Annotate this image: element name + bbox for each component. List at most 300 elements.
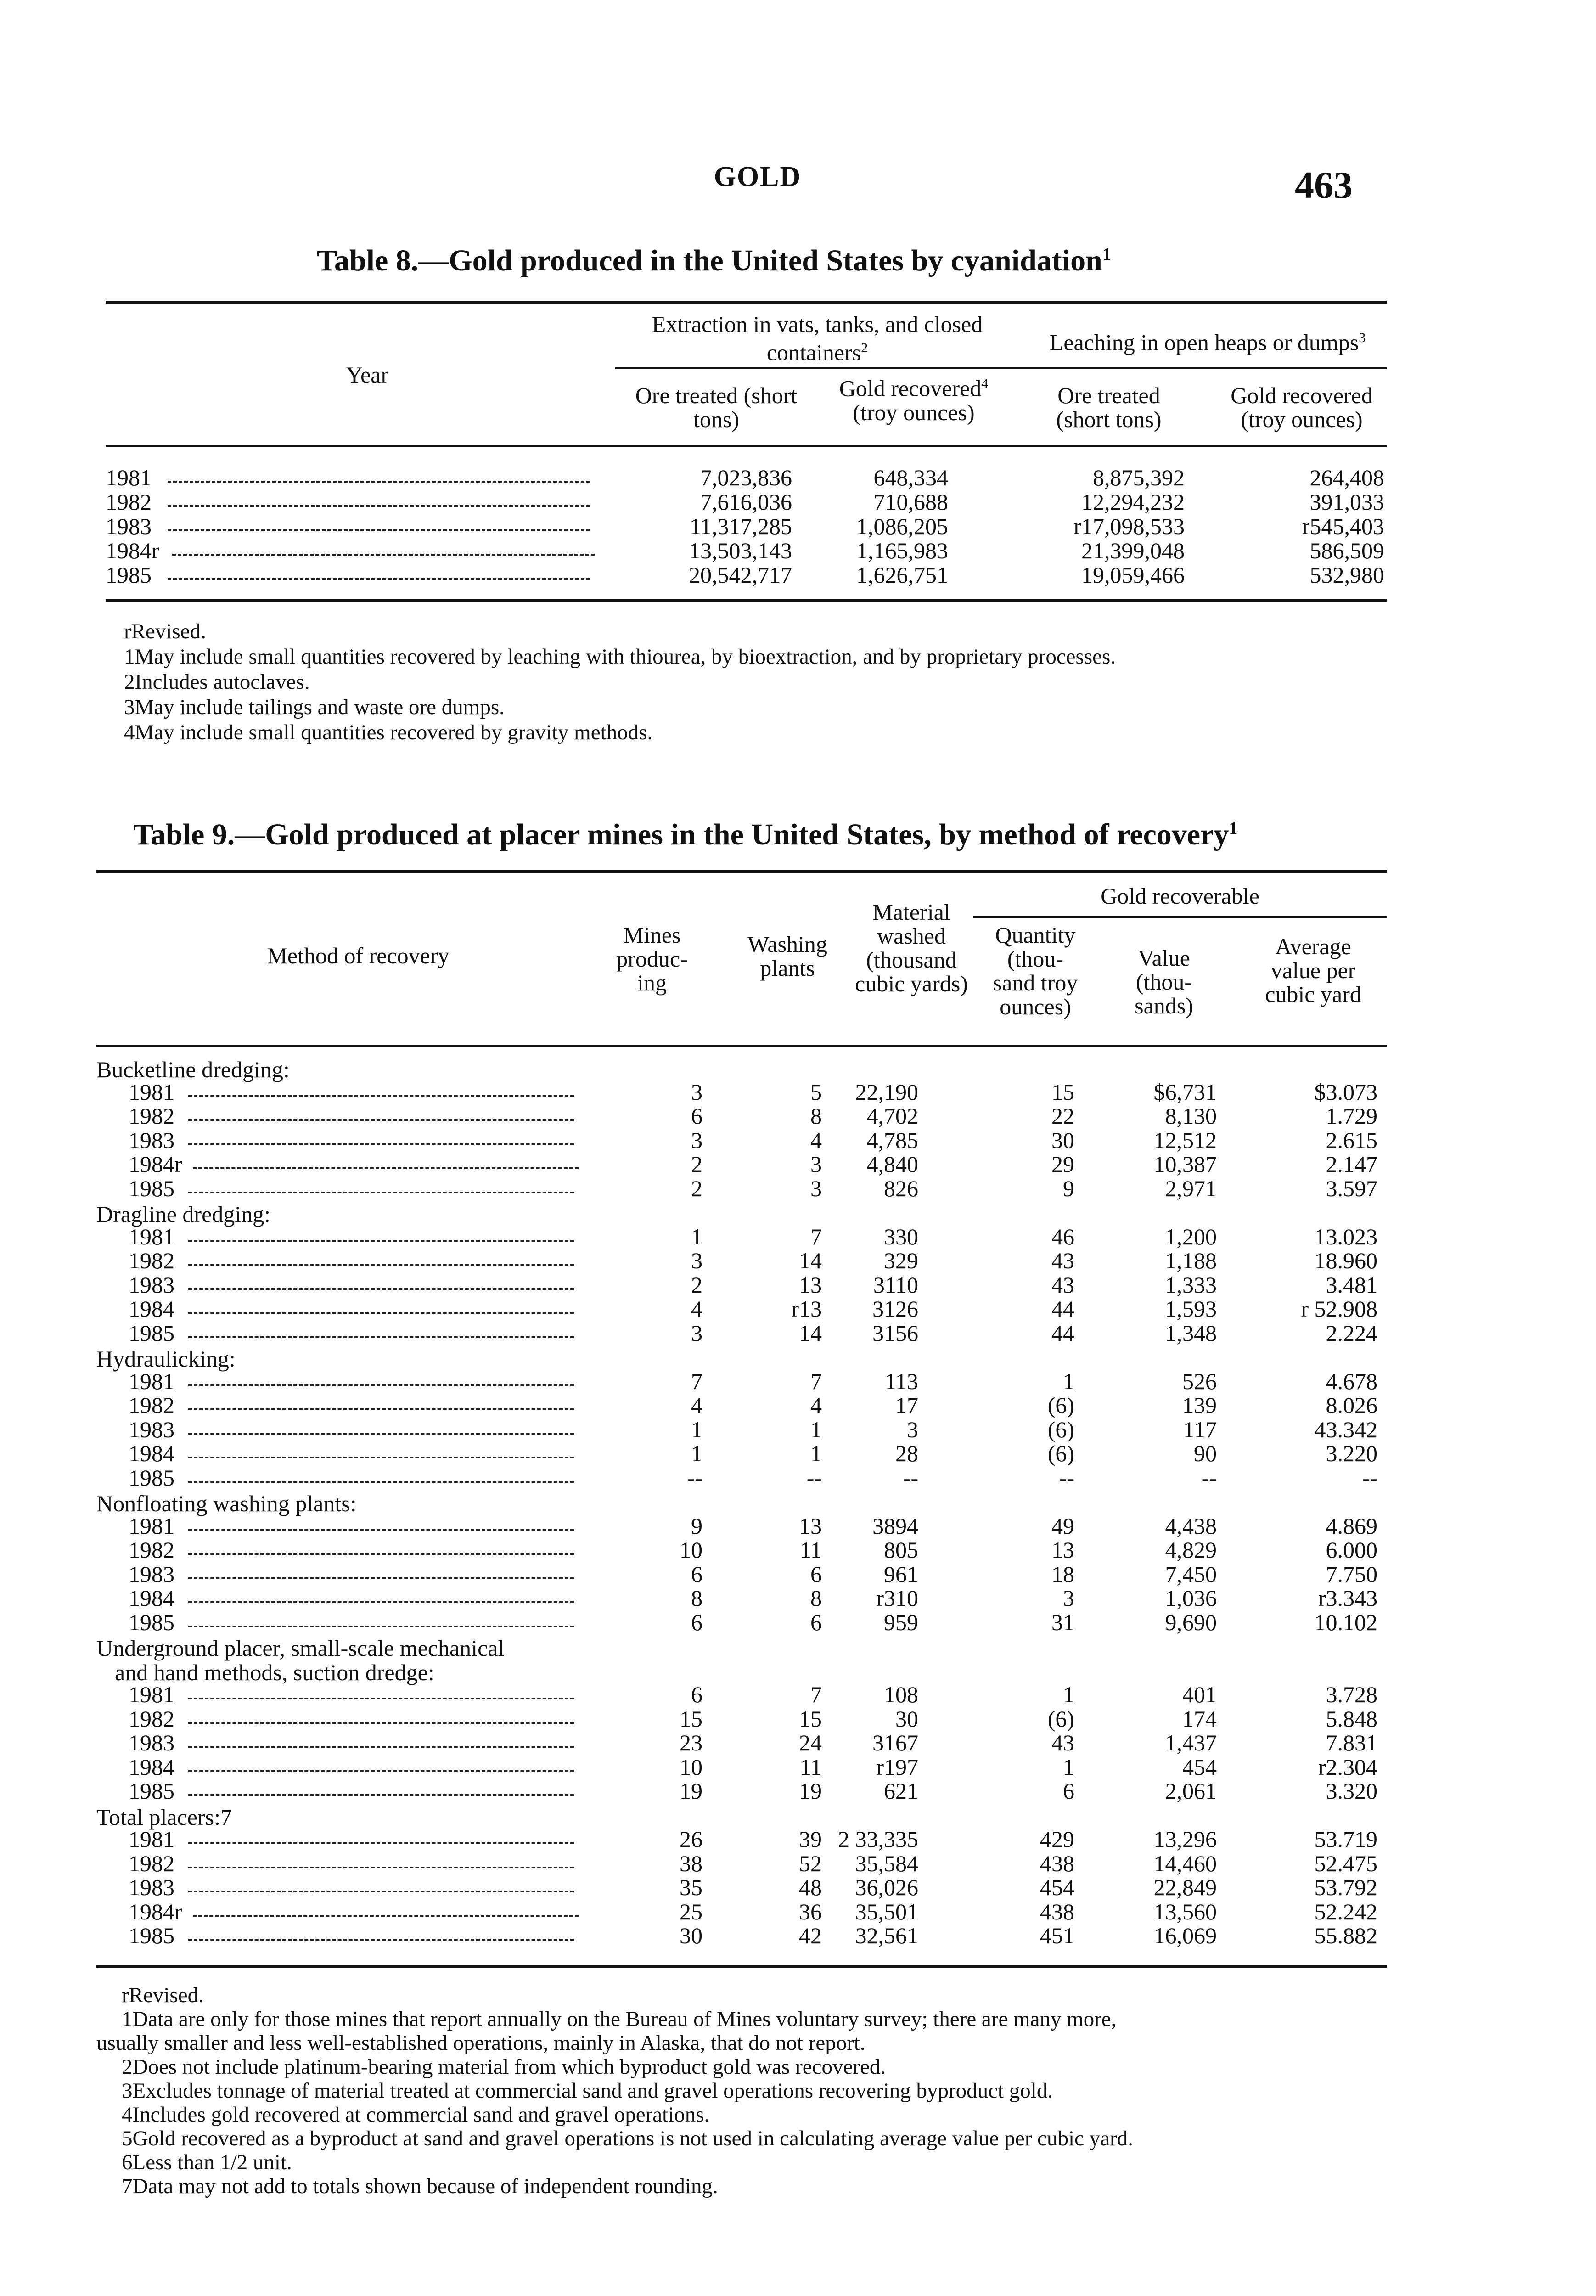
table8-value-cell: 1,626,751 — [856, 562, 948, 588]
table9-value-cell: 108 — [884, 1682, 918, 1707]
table9-value-cell: 4 — [810, 1127, 822, 1153]
table9-value-cell: 53.792 — [1314, 1874, 1377, 1900]
table9-leader-dots — [188, 1457, 574, 1458]
table9-leader-dots — [188, 1746, 574, 1748]
table9-value-cell: (6) — [1047, 1417, 1074, 1442]
table9-quantity-header: Quantity (thou- sand troy ounces) — [993, 922, 1078, 1019]
table9-value-cell: 6 — [1063, 1778, 1074, 1804]
table9-year-cell: 1982 — [129, 1103, 174, 1129]
table8-group1-header: Extraction in vats, tanks, and closed containers$^2$ — [652, 311, 983, 366]
table9-value-cell: 2.224 — [1326, 1320, 1377, 1346]
table9-value-cell: 3156 — [872, 1320, 918, 1346]
table9-value-cell: 1 — [1063, 1368, 1074, 1394]
table9-value-cell: 3894 — [872, 1513, 918, 1539]
table9-leader-dots — [188, 1698, 574, 1699]
table9-value-cell: 43 — [1051, 1730, 1074, 1756]
table9-footnote: rRevised. — [122, 1983, 204, 2007]
table8-year-cell: 1984r — [106, 538, 159, 563]
table9-group-rule — [973, 916, 1387, 918]
table9-value-cell: 4,785 — [866, 1127, 918, 1153]
table9-leader-dots — [188, 1770, 574, 1772]
table9-year-cell: 1981 — [129, 1826, 174, 1852]
table9-value-cell: 6.000 — [1326, 1537, 1377, 1563]
table9-value-cell: 10.102 — [1314, 1609, 1377, 1635]
table9-value-cell: 2,971 — [1165, 1176, 1217, 1201]
table9-year-cell: 1985 — [129, 1778, 174, 1804]
table9-value-cell: 6 — [691, 1609, 702, 1635]
table9-value-cell: 3110 — [873, 1272, 918, 1298]
table9-value-cell: -- — [687, 1465, 702, 1491]
table8-value-cell: 1,086,205 — [856, 513, 948, 539]
table9-value-cell: 4 — [691, 1296, 702, 1322]
table9-value-cell: 10 — [680, 1754, 702, 1780]
table9-value-cell: 14,460 — [1153, 1851, 1217, 1876]
table9-value-cell: 2.147 — [1326, 1151, 1377, 1177]
table9-year-cell: 1983 — [129, 1874, 174, 1900]
table9-group-label: Underground placer, small-scale mechanical — [96, 1635, 505, 1661]
table9-value-cell: 13 — [1051, 1537, 1074, 1563]
table9-value-cell: 3 — [810, 1151, 822, 1177]
table9-value-cell: 8 — [810, 1585, 822, 1611]
table9-value-cell: 2 — [691, 1151, 702, 1177]
table9-value-cell: 959 — [884, 1609, 918, 1635]
table9-leader-dots — [188, 1529, 574, 1531]
table9-value-cell: r13 — [791, 1296, 822, 1322]
table9-bottom-rule — [96, 1965, 1387, 1968]
table9-value-cell: 4,840 — [866, 1151, 918, 1177]
table9-header-rule — [96, 1045, 1387, 1047]
table9-leader-dots — [188, 1722, 574, 1724]
table9-value-cell: 9 — [691, 1513, 702, 1539]
table9-washing-header: Washing plants — [747, 931, 827, 981]
table9-value-cell: 49 — [1051, 1513, 1074, 1539]
table9-value-cell: 2.615 — [1326, 1127, 1377, 1153]
table9-value-cell: 1 — [1063, 1682, 1074, 1707]
table9-average-header: Average value per cubic yard — [1265, 934, 1361, 1007]
table9-year-cell: 1983 — [129, 1272, 174, 1298]
table9-value-cell: 22,849 — [1153, 1874, 1217, 1900]
table9-value-cell: 3.597 — [1326, 1176, 1377, 1201]
table9-value-cell: 15 — [1051, 1079, 1074, 1105]
table9-value-cell: 526 — [1182, 1368, 1217, 1394]
table8-top-rule — [106, 301, 1387, 304]
table9-value-cell: 3 — [691, 1320, 702, 1346]
table9-value-cell: 4,702 — [866, 1103, 918, 1129]
table9-mines-header: Mines produc- ing — [616, 922, 688, 996]
table9-value-cell: 24 — [799, 1730, 822, 1756]
table9-value-cell: 30 — [1051, 1127, 1074, 1153]
table9-value-cell: 19 — [680, 1778, 702, 1804]
table9-leader-dots — [188, 1408, 574, 1410]
table9-value-cell: 30 — [895, 1706, 918, 1732]
table9-value-cell: 1 — [810, 1417, 822, 1442]
table9-top-rule — [96, 870, 1387, 873]
table9-year-cell: 1984r — [129, 1899, 182, 1925]
table9-footnote: 7Data may not add to totals shown because of independent rounding. — [122, 2174, 718, 2198]
table9-value-cell: 3 — [691, 1248, 702, 1273]
table9-value-cell: 38 — [680, 1851, 702, 1876]
table9-year-cell: 1981 — [129, 1368, 174, 1394]
table9-value-cell: 32,561 — [855, 1923, 918, 1948]
table9-year-cell: 1983 — [129, 1730, 174, 1756]
table9-footnote: 5Gold recovered as a byproduct at sand and gravel operations is not used in calculating average value per cubic yard. — [122, 2127, 1133, 2150]
table9-value-cell: 28 — [895, 1441, 918, 1466]
table9-value-cell: 9 — [1063, 1176, 1074, 1201]
table9-value-cell: 36,026 — [855, 1874, 918, 1900]
table9-value-cell: 14 — [799, 1320, 822, 1346]
table9-value-cell: (6) — [1047, 1441, 1074, 1466]
table9-value-cell: 15 — [799, 1706, 822, 1732]
table9-value-cell: 46 — [1051, 1224, 1074, 1249]
table9-value-cell: 174 — [1182, 1706, 1217, 1732]
table9-value-cell: 113 — [884, 1368, 918, 1394]
table8-value-cell: 7,616,036 — [700, 489, 792, 515]
table8-value-cell: 264,408 — [1309, 465, 1384, 490]
table9-value-cell: 35,584 — [855, 1851, 918, 1876]
table8-leader-dots — [168, 578, 590, 580]
table9-leader-dots — [188, 1336, 574, 1338]
table9-value-cell: 3 — [907, 1417, 918, 1442]
table8-leader-dots — [172, 554, 595, 556]
table9-value-cell: 3 — [1063, 1585, 1074, 1611]
table9-value-cell: 19 — [799, 1778, 822, 1804]
table9-year-cell: 1984 — [129, 1296, 174, 1322]
table9-value-cell: -- — [1201, 1465, 1217, 1491]
table9-value-cell: 26 — [680, 1826, 702, 1852]
table9-value-cell: 438 — [1040, 1851, 1074, 1876]
table9-value-cell: 2 — [691, 1272, 702, 1298]
table9-value-cell: 7.831 — [1326, 1730, 1377, 1756]
table9-value-cell: 52 — [799, 1851, 822, 1876]
table9-value-cell: 18 — [1051, 1561, 1074, 1587]
table8-year-cell: 1982 — [106, 489, 152, 515]
table9-value-cell: $3.073 — [1314, 1079, 1377, 1105]
table8-value-cell: 586,509 — [1309, 538, 1384, 563]
table8-leader-dots — [168, 505, 590, 507]
table9-value-cell: 438 — [1040, 1899, 1074, 1925]
table9-value-cell: 3126 — [872, 1296, 918, 1322]
table9-leader-dots — [188, 1626, 574, 1627]
table9-value-cell: 3 — [810, 1176, 822, 1201]
table9-value-cell: 7 — [810, 1368, 822, 1394]
table9-value-cell: 12,512 — [1153, 1127, 1217, 1153]
table9-value-cell: r197 — [876, 1754, 918, 1780]
table9-value-cell: 53.719 — [1314, 1826, 1377, 1852]
table9-year-cell: 1981 — [129, 1513, 174, 1539]
table8-value-cell: 19,059,466 — [1081, 562, 1185, 588]
table9-value-cell: 1,188 — [1165, 1248, 1217, 1273]
table9-value-cell: 8 — [691, 1585, 702, 1611]
table9-leader-dots — [188, 1240, 574, 1242]
table9-value-cell: 8,130 — [1165, 1103, 1217, 1129]
table9-value-cell: 4,438 — [1165, 1513, 1217, 1539]
table9-year-cell: 1982 — [129, 1392, 174, 1418]
table9-value-cell: 4.869 — [1326, 1513, 1377, 1539]
table9-value-cell: 13 — [799, 1513, 822, 1539]
table9-footnote: 4Includes gold recovered at commercial sand and gravel operations. — [122, 2103, 710, 2127]
table9-year-cell: 1983 — [129, 1127, 174, 1153]
table9-value-cell: 10 — [680, 1537, 702, 1563]
table9-value-header: Value (thou- sands) — [1135, 945, 1193, 1019]
table9-value-cell: (6) — [1047, 1706, 1074, 1732]
table9-value-cell: 8 — [810, 1103, 822, 1129]
table9-leader-dots — [188, 1553, 574, 1555]
table9-group-label: Hydraulicking: — [96, 1346, 236, 1372]
table9-value-cell: 3167 — [872, 1730, 918, 1756]
table9-value-cell: 1,593 — [1165, 1296, 1217, 1322]
table9-value-cell: 10,387 — [1153, 1151, 1217, 1177]
table9-value-cell: 90 — [1194, 1441, 1217, 1466]
table9-leader-dots — [188, 1842, 574, 1844]
table9-value-cell: 5 — [810, 1079, 822, 1105]
table8-group-rule — [615, 367, 1387, 369]
table8-footnote: rRevised. — [124, 619, 206, 643]
table9-leader-dots — [188, 1312, 574, 1314]
table9-value-cell: 29 — [1051, 1151, 1074, 1177]
table8-year-cell: 1985 — [106, 562, 152, 588]
table9-leader-dots — [188, 1264, 574, 1266]
table9-value-cell: 35 — [680, 1874, 702, 1900]
table9-value-cell: 454 — [1182, 1754, 1217, 1780]
table9-material-header: Material washed (thousand cubic yards) — [855, 899, 968, 996]
table9-group-label: Total placers:7 — [96, 1804, 232, 1830]
table9-leader-dots — [188, 1939, 574, 1941]
table9-method-header: Method of recovery — [267, 943, 450, 968]
table9-value-cell: 4 — [691, 1392, 702, 1418]
table9-value-cell: 401 — [1182, 1682, 1217, 1707]
table9-value-cell: 1 — [691, 1224, 702, 1249]
table9-year-cell: 1984r — [129, 1151, 182, 1177]
table9-value-cell: r2.304 — [1318, 1754, 1377, 1780]
table9-value-cell: 9,690 — [1165, 1609, 1217, 1635]
table9-value-cell: 3 — [691, 1079, 702, 1105]
table9-year-cell: 1984 — [129, 1754, 174, 1780]
table9-value-cell: 23 — [680, 1730, 702, 1756]
table8-year-header: Year — [346, 362, 389, 388]
table9-value-cell: 7.750 — [1326, 1561, 1377, 1587]
table9-value-cell: -- — [903, 1465, 918, 1491]
table9-value-cell: 6 — [810, 1561, 822, 1587]
table9-leader-dots — [188, 1095, 574, 1097]
table9-value-cell: 805 — [884, 1537, 918, 1563]
table9-leader-dots — [188, 1794, 574, 1796]
table9-value-cell: 1,348 — [1165, 1320, 1217, 1346]
table9-value-cell: r310 — [876, 1585, 918, 1611]
table9-year-cell: 1981 — [129, 1079, 174, 1105]
table8-col4-header: Gold recovered (troy ounces) — [1231, 383, 1373, 432]
table9-year-cell: 1983 — [129, 1417, 174, 1442]
table8-year-cell: 1983 — [106, 513, 152, 539]
table8-year-cell: 1981 — [106, 465, 152, 490]
table9-value-cell: 3.220 — [1326, 1441, 1377, 1466]
table9-group-label: Bucketline dredging: — [96, 1057, 290, 1082]
table8-bottom-rule — [106, 599, 1387, 602]
table9-year-cell: 1982 — [129, 1537, 174, 1563]
table9-value-cell: 7 — [810, 1682, 822, 1707]
table9-leader-dots — [193, 1167, 579, 1169]
table9-value-cell: 6 — [810, 1609, 822, 1635]
table9-leader-dots — [188, 1384, 574, 1386]
table9-value-cell: 6 — [691, 1682, 702, 1707]
table9-value-cell: 22,190 — [855, 1079, 918, 1105]
table9-value-cell: 43.342 — [1314, 1417, 1377, 1442]
table9-value-cell: 7 — [810, 1224, 822, 1249]
table9-year-cell: 1982 — [129, 1706, 174, 1732]
table8-title: Table 8.—Gold produced in the United States by cyanidation$^1$ — [317, 244, 1111, 277]
table9-footnote: 3Excludes tonnage of material treated at commercial sand and gravel operations recovering byproduct gold. — [122, 2079, 1053, 2103]
table9-value-cell: (6) — [1047, 1392, 1074, 1418]
table9-value-cell: 1,200 — [1165, 1224, 1217, 1249]
table9-leader-dots — [188, 1891, 574, 1892]
table9-value-cell: 42 — [799, 1923, 822, 1948]
table9-value-cell: 18.960 — [1314, 1248, 1377, 1273]
table9-value-cell: 31 — [1051, 1609, 1074, 1635]
table9-value-cell: -- — [806, 1465, 822, 1491]
table9-value-cell: 826 — [884, 1176, 918, 1201]
table9-group-header: Gold recoverable — [1101, 883, 1259, 909]
table9-value-cell: 961 — [884, 1561, 918, 1587]
table9-year-cell: 1984 — [129, 1441, 174, 1466]
table8-value-cell: 391,033 — [1309, 489, 1384, 515]
table9-value-cell: 1 — [1063, 1754, 1074, 1780]
table9-value-cell: 329 — [884, 1248, 918, 1273]
table9-value-cell: 454 — [1040, 1874, 1074, 1900]
table8-group2-header: Leaching in open heaps or dumps$^3$ — [1049, 329, 1366, 355]
table9-value-cell: 3 — [691, 1127, 702, 1153]
table8-value-cell: r17,098,533 — [1073, 513, 1185, 539]
table9-value-cell: 13,296 — [1153, 1826, 1217, 1852]
table9-value-cell: 3.320 — [1326, 1778, 1377, 1804]
table8-value-cell: 20,542,717 — [689, 562, 792, 588]
table9-year-cell: 1982 — [129, 1851, 174, 1876]
table9-leader-dots — [188, 1481, 574, 1483]
table9-value-cell: 139 — [1182, 1392, 1217, 1418]
table9-title: Table 9.—Gold produced at placer mines in the United States, by method of recovery$^1$ — [133, 818, 1238, 851]
table8-value-cell: 12,294,232 — [1081, 489, 1185, 515]
table8-col2-header: Gold recovered$^4$ (troy ounces) — [839, 375, 989, 425]
table9-year-cell: 1985 — [129, 1923, 174, 1948]
table9-value-cell: 1.729 — [1326, 1103, 1377, 1129]
table9-value-cell: 43 — [1051, 1248, 1074, 1273]
table9-leader-dots — [188, 1601, 574, 1603]
table9-year-cell: 1985 — [129, 1320, 174, 1346]
table9-year-cell: 1985 — [129, 1465, 174, 1491]
table9-year-cell: 1981 — [129, 1682, 174, 1707]
table9-value-cell: 8.026 — [1326, 1392, 1377, 1418]
table8-footnote: 3May include tailings and waste ore dumps. — [124, 695, 505, 719]
table9-value-cell: 1 — [691, 1441, 702, 1466]
table8-value-cell: 710,688 — [873, 489, 948, 515]
table9-leader-dots — [188, 1288, 574, 1290]
page-number: 463 — [1295, 164, 1353, 207]
table9-leader-dots — [188, 1119, 574, 1121]
table9-value-cell: 1,036 — [1165, 1585, 1217, 1611]
table8-footnote: 4May include small quantities recovered by gravity methods. — [124, 720, 653, 744]
table9-value-cell: 6 — [691, 1561, 702, 1587]
table9-value-cell: 55.882 — [1314, 1923, 1377, 1948]
table9-value-cell: 621 — [884, 1778, 918, 1804]
table9-value-cell: r3.343 — [1318, 1585, 1377, 1611]
table9-value-cell: 3.481 — [1326, 1272, 1377, 1298]
table9-year-cell: 1982 — [129, 1248, 174, 1273]
table9-leader-dots — [193, 1915, 579, 1917]
table9-value-cell: 14 — [799, 1248, 822, 1273]
table9-group-label-cont: and hand methods, suction dredge: — [115, 1659, 434, 1685]
table9-value-cell: 25 — [680, 1899, 702, 1925]
table9-value-cell: 2 — [691, 1176, 702, 1201]
table9-value-cell: 52.242 — [1314, 1899, 1377, 1925]
table8-value-cell: 1,165,983 — [856, 538, 948, 563]
table8-value-cell: 13,503,143 — [689, 538, 792, 563]
table8-leader-dots — [168, 529, 590, 531]
table9-value-cell: 15 — [680, 1706, 702, 1732]
table9-value-cell: 1 — [810, 1441, 822, 1466]
table9-value-cell: 117 — [1183, 1417, 1217, 1442]
table9-value-cell: 7,450 — [1165, 1561, 1217, 1587]
table9-value-cell: 35,501 — [855, 1899, 918, 1925]
table8-value-cell: 8,875,392 — [1093, 465, 1185, 490]
table9-value-cell: 16,069 — [1153, 1923, 1217, 1948]
table9-group-label: Nonfloating washing plants: — [96, 1491, 357, 1516]
table9-value-cell: 7 — [691, 1368, 702, 1394]
table9-leader-dots — [188, 1577, 574, 1579]
table9-year-cell: 1984 — [129, 1585, 174, 1611]
table8-col3-header: Ore treated (short tons) — [1056, 383, 1162, 432]
table9-value-cell: 429 — [1040, 1826, 1074, 1852]
table9-value-cell: 2,061 — [1165, 1778, 1217, 1804]
table9-value-cell: 30 — [680, 1923, 702, 1948]
table9-year-cell: 1985 — [129, 1176, 174, 1201]
table9-value-cell: 1,437 — [1165, 1730, 1217, 1756]
table8-footnote: 2Includes autoclaves. — [124, 670, 310, 694]
table9-year-cell: 1985 — [129, 1609, 174, 1635]
table9-value-cell: 451 — [1040, 1923, 1074, 1948]
table9-value-cell: 17 — [895, 1392, 918, 1418]
table8-value-cell: 648,334 — [873, 465, 948, 490]
table9-value-cell: 6 — [691, 1103, 702, 1129]
table9-year-cell: 1983 — [129, 1561, 174, 1587]
table8-value-cell: 21,399,048 — [1081, 538, 1185, 563]
table9-value-cell: 330 — [884, 1224, 918, 1249]
table8-leader-dots — [168, 481, 590, 483]
table9-year-cell: 1981 — [129, 1224, 174, 1249]
table9-value-cell: $6,731 — [1153, 1079, 1217, 1105]
table9-footnote: 6Less than 1/2 unit. — [122, 2150, 292, 2174]
table8-header-rule — [106, 445, 1387, 447]
table9-value-cell: 2 33,335 — [838, 1826, 918, 1852]
table9-value-cell: 44 — [1051, 1296, 1074, 1322]
table8-value-cell: 7,023,836 — [700, 465, 792, 490]
table8-value-cell: 11,317,285 — [689, 513, 792, 539]
table9-value-cell: 52.475 — [1314, 1851, 1377, 1876]
running-header-title: GOLD — [714, 161, 802, 192]
table9-value-cell: 13 — [799, 1272, 822, 1298]
table8-col1-header: Ore treated (short tons) — [635, 383, 798, 432]
table9-leader-dots — [188, 1192, 574, 1193]
table9-value-cell: 36 — [799, 1899, 822, 1925]
table9-leader-dots — [188, 1867, 574, 1868]
table9-leader-dots — [188, 1143, 574, 1145]
table9-value-cell: 4.678 — [1326, 1368, 1377, 1394]
table9-value-cell: 13,560 — [1153, 1899, 1217, 1925]
table9-value-cell: 3.728 — [1326, 1682, 1377, 1707]
table9-value-cell: 1 — [691, 1417, 702, 1442]
table8-value-cell: r545,403 — [1302, 513, 1384, 539]
table9-value-cell: 22 — [1051, 1103, 1074, 1129]
table9-value-cell: 44 — [1051, 1320, 1074, 1346]
table9-value-cell: 11 — [799, 1537, 822, 1563]
table9-value-cell: 13.023 — [1314, 1224, 1377, 1249]
